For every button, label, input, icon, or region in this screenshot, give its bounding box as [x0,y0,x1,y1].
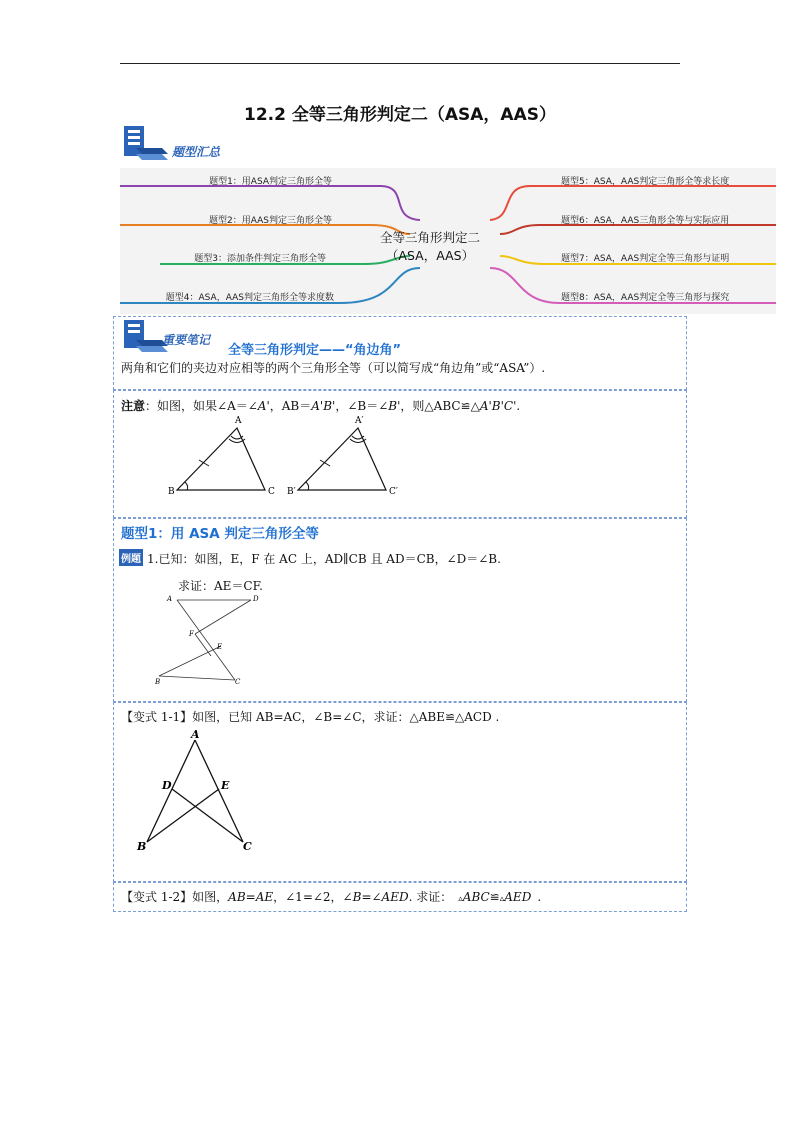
topic-3[interactable]: 题型3：添加条件判定三角形全等 [194,254,326,264]
v1-label-c: C [243,840,252,853]
v1-label-b: B [137,840,147,853]
note-text-4: ，则△ABC≌△ [400,399,480,413]
note-a1: A' [257,399,270,413]
rule-text: 两角和它们的夹边对应相等的两个三角形全等（可以简写成“角边角”或“ASA”）. [121,361,546,375]
variant2-tri1: ABC [462,890,490,904]
note-text-3: ，∠B＝∠ [335,399,389,413]
variant1-figure [135,726,265,856]
triangle-abc [168,416,275,497]
prove-text: 求证：AE＝CF. [178,579,263,593]
variant2-b: B=∠AED [352,890,409,904]
ex-label-d: D [253,595,259,603]
ex-label-e: E [217,643,223,651]
example-figure [155,590,275,690]
topic-1[interactable]: 题型1：用ASA判定三角形全等 [209,177,332,187]
mind-map-center [355,229,505,265]
variant2-text-1: 如图， [192,890,229,904]
v1-label-e: E [221,779,230,792]
ex-label-b: B [155,678,161,686]
center-line-2: （ASA，AAS） [385,248,475,263]
topic-4[interactable]: 题型4：ASA，AAS判定三角形全等求度数 [165,293,334,303]
triangle-symbol-1: ▵ [458,894,463,904]
topic-7[interactable]: 题型7：ASA，AAS判定全等三角形与证明 [561,254,730,264]
label-c-prime: C′ [389,487,398,497]
v1-label-d: D [162,779,172,792]
topic-8[interactable]: 题型8：ASA，AAS判定全等三角形与探究 [561,293,730,303]
label-b: B [168,487,175,497]
topic-6[interactable]: 题型6：ASA，AAS三角形全等与实际应用 [561,216,730,226]
variant2-end: . [537,890,542,904]
variant2-text-2: ，∠1=∠2，∠ [273,890,353,904]
variant1-label: 【变式 1-1】 [121,710,193,724]
variant2-text-3: . 求证： [408,890,453,904]
page-title: 12.2 全等三角形判定二（ASA，AAS） [244,105,556,125]
topic-5[interactable]: 题型5：ASA，AAS判定三角形全等求长度 [561,177,730,187]
header-rule [120,63,680,64]
variant2-tri2: AED [504,890,532,904]
label-b-prime: B′ [287,487,296,497]
variant1-line [121,708,499,725]
summary-header-label: 题型汇总 [172,145,221,159]
ex-label-c: C [235,678,241,686]
v1-label-a: A [191,728,200,741]
note-text-1: ：如图，如果∠A＝∠ [145,399,258,413]
variant2-label: 【变式 1-2】 [121,890,193,904]
rule-title: 全等三角形判定——“角边角” [228,343,402,358]
ex-label-a: A [167,595,173,603]
note-label: 注意 [121,399,146,413]
book-stack-icon [122,124,170,162]
notes-header-label: 重要笔记 [162,333,211,347]
example-text: 1.已知：如图，E，F 在 AC 上，AD∥CB 且 AD＝CB，∠D＝∠B. [147,552,501,566]
label-a: A [235,416,242,426]
label-a-prime: A′ [355,416,364,426]
center-line-1: 全等三角形判定二 [379,230,480,245]
note-end: . [516,399,521,413]
note-triangle: A'B'C' [479,399,517,413]
variant2-cong: ≌ [489,890,500,904]
variant2-ab: AB=AE [228,890,274,904]
example-badge: 例题 [119,549,143,566]
topic-2[interactable]: 题型2：用AAS判定三角形全等 [208,216,332,226]
variant2-line [121,888,541,905]
variant1-text: 如图，已知 AB=AC，∠B=∠C，求证：△ABE≌△ACD . [192,710,500,724]
label-c: C [268,487,275,497]
note-text-2: ，AB＝ [269,399,312,413]
type1-title: 题型1：用 ASA 判定三角形全等 [121,526,319,542]
triangle-abc-prime [287,416,398,497]
ex-label-f: F [189,630,194,638]
triangle-symbol-2: ▵ [499,894,505,904]
note-b1: B' [388,399,401,413]
triangle-figures [165,412,415,502]
note-a1b1: A'B' [311,399,336,413]
